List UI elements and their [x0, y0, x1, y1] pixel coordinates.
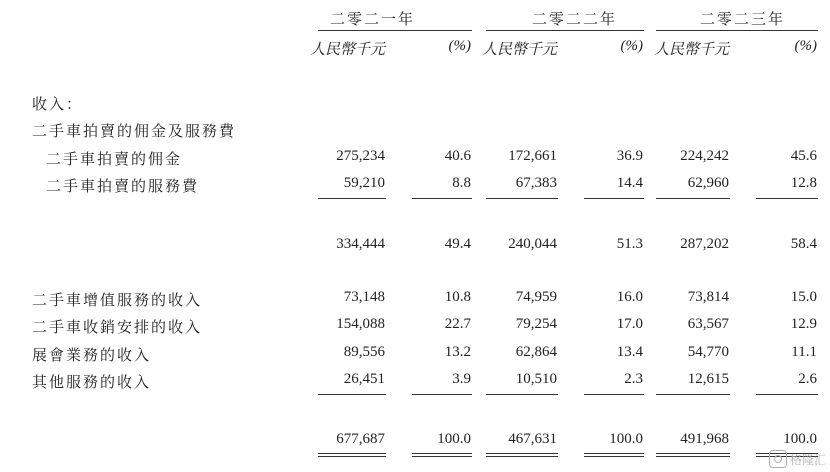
- table-cell: 26,451: [343, 371, 385, 387]
- total-double-rule: [656, 453, 730, 454]
- year-2021-rule: [318, 30, 472, 31]
- table-cell: 8.8: [452, 175, 471, 191]
- unit-rmb-2022: 人民幣千元: [481, 42, 557, 58]
- watermark: [769, 450, 826, 468]
- table-cell: 45.6: [790, 148, 817, 164]
- year-header-2022: 二零二二年: [532, 12, 618, 28]
- row-label: 二手車增值服務的收入: [32, 293, 203, 309]
- total-cell: 677,687: [336, 431, 385, 447]
- table-cell: 13.2: [444, 344, 471, 360]
- total-cell: 491,968: [680, 431, 729, 447]
- table-cell: 3.9: [452, 371, 471, 387]
- row-label: 二手車拍賣的服務費: [46, 179, 200, 195]
- subtotal-cell: 49.4: [444, 236, 471, 252]
- year-header-2023: 二零二三年: [700, 12, 786, 28]
- total-rule: [656, 394, 730, 395]
- row-label: 二手車收銷安排的收入: [32, 320, 203, 336]
- total-rule: [486, 394, 558, 395]
- unit-rmb-2021: 人民幣千元: [309, 42, 385, 58]
- table-cell: 62,864: [515, 344, 557, 360]
- subtotal-rule: [412, 198, 472, 199]
- table-cell: 224,242: [680, 148, 729, 164]
- row-label: 其他服務的收入: [32, 375, 152, 391]
- table-cell: 17.0: [616, 316, 643, 332]
- subtotal-rule: [756, 198, 818, 199]
- subtotal-cell: 58.4: [790, 236, 817, 252]
- total-double-rule: [486, 456, 558, 457]
- unit-rmb-2023: 人民幣千元: [653, 42, 729, 58]
- table-cell: 172,661: [508, 148, 557, 164]
- year-header-2021: 二零二一年: [330, 12, 416, 28]
- total-double-rule: [584, 456, 644, 457]
- group-title: 二手車拍賣的佣金及服務費: [32, 124, 237, 140]
- table-cell: 89,556: [343, 344, 385, 360]
- table-cell: 67,383: [515, 175, 557, 191]
- table-cell: 275,234: [336, 148, 385, 164]
- table-cell: 14.4: [616, 175, 643, 191]
- total-rule: [412, 394, 472, 395]
- total-cell: 467,631: [508, 431, 557, 447]
- table-cell: 73,814: [687, 289, 729, 305]
- unit-pct-2023: (%): [794, 38, 817, 54]
- unit-pct-2022: (%): [620, 38, 643, 54]
- table-cell: 73,148: [343, 289, 385, 305]
- table-cell: 2.6: [798, 371, 817, 387]
- table-cell: 12,615: [687, 371, 729, 387]
- table-cell: 59,210: [343, 175, 385, 191]
- subtotal-cell: 240,044: [508, 236, 557, 252]
- total-rule: [584, 394, 644, 395]
- table-cell: 54,770: [687, 344, 729, 360]
- table-cell: 15.0: [790, 289, 817, 305]
- table-cell: 36.9: [616, 148, 643, 164]
- table-cell: 2.3: [624, 371, 643, 387]
- subtotal-rule: [584, 198, 644, 199]
- table-cell: 62,960: [687, 175, 729, 191]
- table-cell: 11.1: [791, 344, 817, 360]
- table-cell: 12.9: [790, 316, 817, 332]
- table-cell: 22.7: [444, 316, 471, 332]
- row-label: 二手車拍賣的佣金: [46, 152, 183, 168]
- table-cell: 40.6: [444, 148, 471, 164]
- table-cell: 16.0: [616, 289, 643, 305]
- subtotal-cell: 334,444: [336, 236, 385, 252]
- table-cell: 12.8: [790, 175, 817, 191]
- total-double-rule: [656, 456, 730, 457]
- table-cell: 13.4: [616, 344, 643, 360]
- table-cell: 154,088: [336, 316, 385, 332]
- table-cell: 10.8: [444, 289, 471, 305]
- row-label: 展會業務的收入: [32, 348, 152, 364]
- total-cell: 100.0: [437, 431, 471, 447]
- year-2022-rule: [486, 30, 644, 31]
- total-double-rule: [584, 453, 644, 454]
- total-double-rule: [412, 453, 472, 454]
- total-cell: 100.0: [783, 431, 817, 447]
- subtotal-cell: 287,202: [680, 236, 729, 252]
- table-cell: 79,254: [515, 316, 557, 332]
- table-cell: 63,567: [687, 316, 729, 332]
- total-rule: [318, 394, 386, 395]
- section-title: 收入：: [32, 97, 84, 113]
- table-cell: 74,959: [515, 289, 557, 305]
- total-rule: [756, 394, 818, 395]
- watermark-logo-icon: [769, 450, 787, 468]
- total-double-rule: [318, 453, 386, 454]
- year-2023-rule: [656, 30, 818, 31]
- total-double-rule: [412, 456, 472, 457]
- total-cell: 100.0: [609, 431, 643, 447]
- subtotal-rule: [656, 198, 730, 199]
- subtotal-cell: 51.3: [616, 236, 643, 252]
- total-double-rule: [318, 456, 386, 457]
- table-cell: 10,510: [515, 371, 557, 387]
- subtotal-rule: [318, 198, 386, 199]
- subtotal-rule: [486, 198, 558, 199]
- watermark-text: 格隆汇: [789, 452, 826, 467]
- unit-pct-2021: (%): [448, 38, 471, 54]
- total-double-rule: [486, 453, 558, 454]
